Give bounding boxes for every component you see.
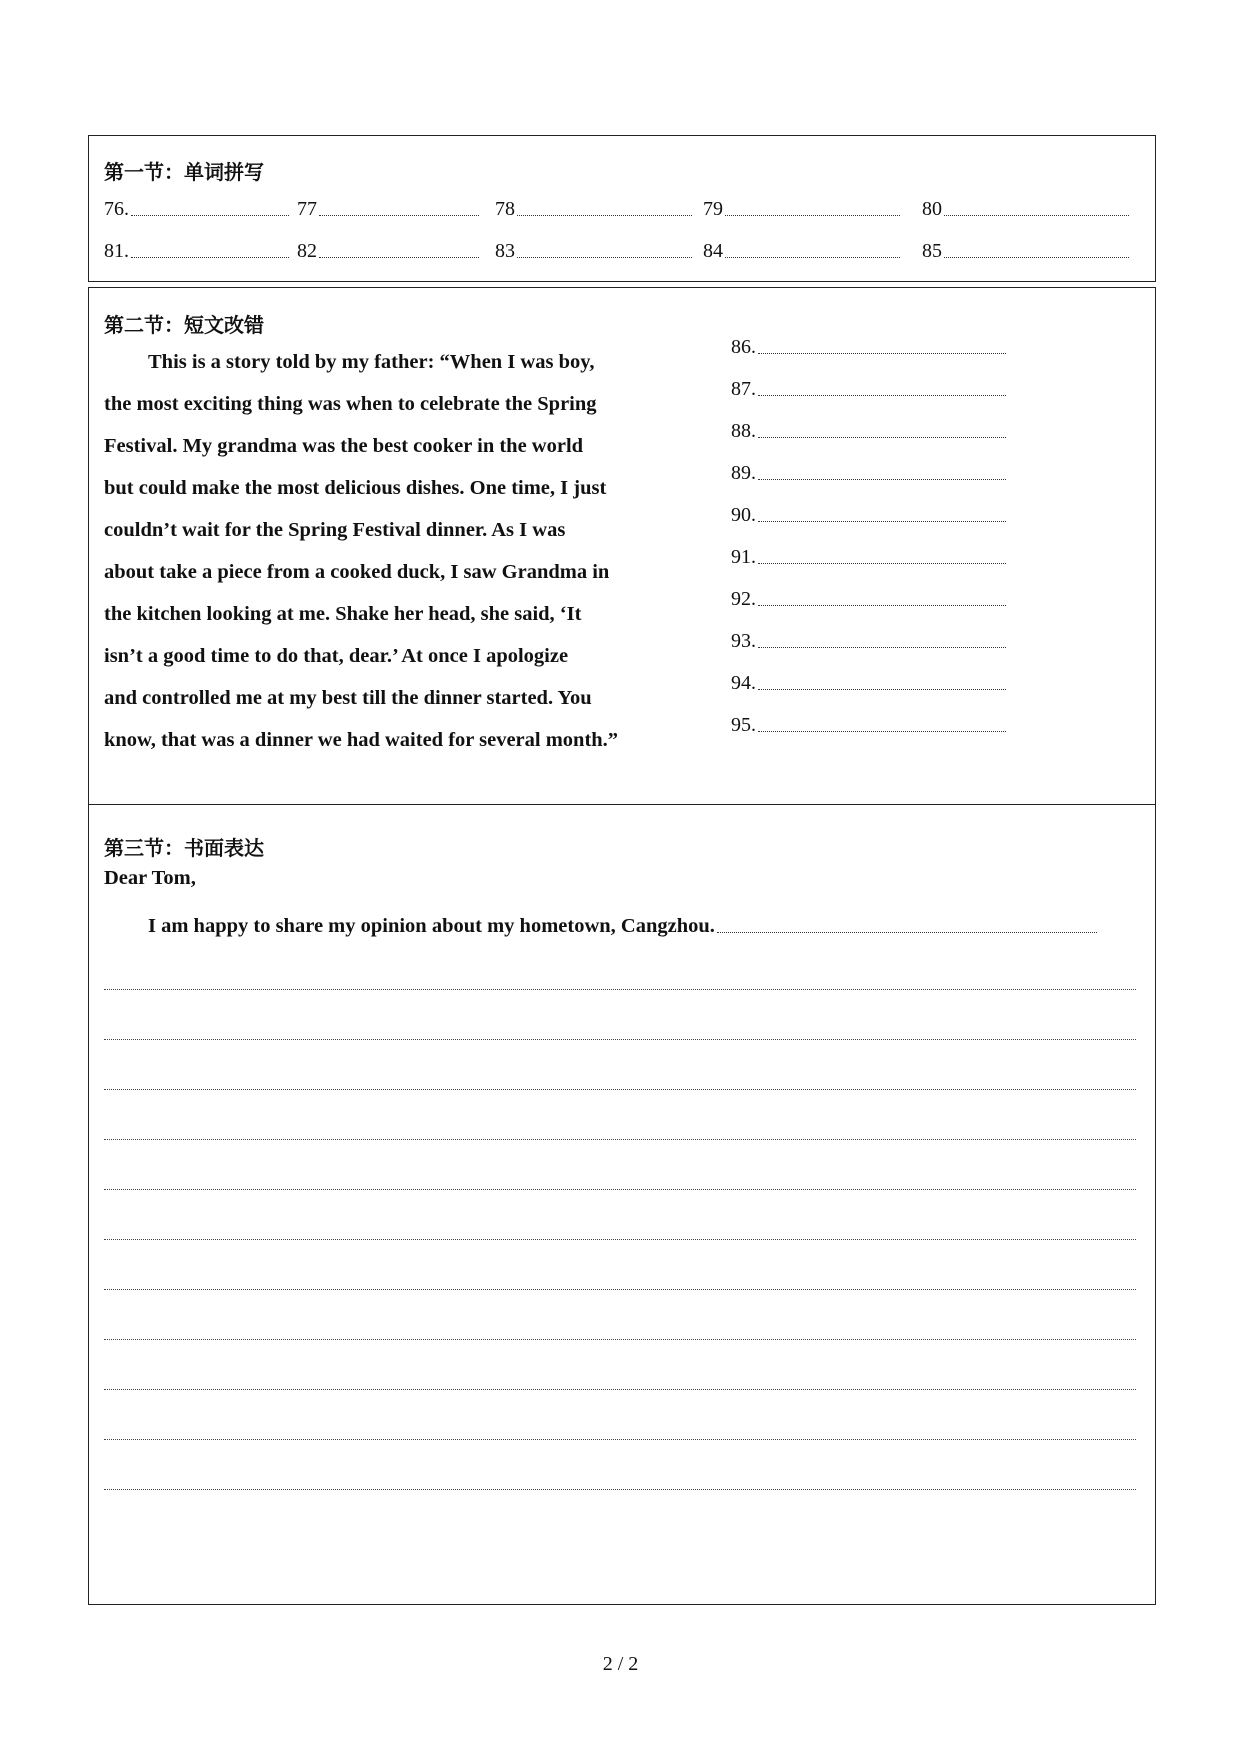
- blank-number: 80: [922, 198, 942, 220]
- blank-number: 93.: [731, 630, 756, 652]
- blank-number: 90.: [731, 504, 756, 526]
- answer-blank-78[interactable]: [495, 198, 692, 221]
- answer-blank-82[interactable]: [297, 240, 479, 263]
- writing-line[interactable]: [104, 1189, 1136, 1190]
- letter-opening: I am happy to share my opinion about my hometown, Cangzhou.: [148, 915, 715, 937]
- correction-blank-87[interactable]: [731, 378, 1006, 401]
- passage-line: about take a piece from a cooked duck, I saw Grandma in: [104, 561, 610, 583]
- answer-blank-84[interactable]: [703, 240, 900, 263]
- writing-line[interactable]: [104, 1439, 1136, 1440]
- passage-line: couldn’t wait for the Spring Festival dinner. As I was: [104, 519, 566, 541]
- writing-line[interactable]: [104, 989, 1136, 990]
- passage-line: This is a story told by my father: “When I was boy,: [148, 351, 595, 373]
- writing-first-line[interactable]: [148, 915, 1097, 938]
- section3-title: 第三节：书面表达: [104, 836, 264, 860]
- answer-blank-77[interactable]: [297, 198, 479, 221]
- blank-number: 83: [495, 240, 515, 262]
- blank-number: 89.: [731, 462, 756, 484]
- writing-line[interactable]: [104, 1339, 1136, 1340]
- answer-blank-85[interactable]: [922, 240, 1129, 263]
- correction-blank-95[interactable]: [731, 714, 1006, 737]
- correction-blank-91[interactable]: [731, 546, 1006, 569]
- section2-title: 第二节：短文改错: [104, 313, 264, 337]
- passage-line: Festival. My grandma was the best cooker in the world: [104, 435, 584, 457]
- passage-line: but could make the most delicious dishes. One time, I just: [104, 477, 607, 499]
- blank-number: 88.: [731, 420, 756, 442]
- writing-line[interactable]: [104, 1039, 1136, 1040]
- passage-line: and controlled me at my best till the dinner started. You: [104, 687, 592, 709]
- blank-number: 78: [495, 198, 515, 220]
- correction-blank-92[interactable]: [731, 588, 1006, 611]
- passage-line: the most exciting thing was when to celebrate the Spring: [104, 393, 597, 415]
- blank-number: 95.: [731, 714, 756, 736]
- writing-line[interactable]: [104, 1289, 1136, 1290]
- answer-blank-76[interactable]: [104, 198, 289, 221]
- blank-number: 92.: [731, 588, 756, 610]
- blank-number: 91.: [731, 546, 756, 568]
- blank-number: 76.: [104, 198, 129, 220]
- writing-line[interactable]: [104, 1239, 1136, 1240]
- answer-blank-83[interactable]: [495, 240, 692, 263]
- section1-title: 第一节：单词拼写: [104, 160, 264, 184]
- answer-blank-80[interactable]: [922, 198, 1129, 221]
- passage-line: isn’t a good time to do that, dear.’ At once I apologize: [104, 645, 569, 667]
- passage-line: the kitchen looking at me. Shake her head, she said, ‘It: [104, 603, 582, 625]
- letter-greeting: Dear Tom,: [104, 867, 196, 889]
- correction-blank-90[interactable]: [731, 504, 1006, 527]
- writing-line[interactable]: [104, 1139, 1136, 1140]
- blank-number: 79: [703, 198, 723, 220]
- correction-blank-86[interactable]: [731, 336, 1006, 359]
- blank-number: 87.: [731, 378, 756, 400]
- blank-number: 86.: [731, 336, 756, 358]
- correction-blank-93[interactable]: [731, 630, 1006, 653]
- blank-number: 82: [297, 240, 317, 262]
- blank-number: 81.: [104, 240, 129, 262]
- section-divider: [88, 804, 1156, 805]
- answer-blank-79[interactable]: [703, 198, 900, 221]
- writing-line[interactable]: [104, 1389, 1136, 1390]
- blank-number: 84: [703, 240, 723, 262]
- blank-number: 85: [922, 240, 942, 262]
- answer-blank-81[interactable]: [104, 240, 289, 263]
- page-number: 2 / 2: [602, 1653, 639, 1675]
- blank-number: 77: [297, 198, 317, 220]
- writing-line[interactable]: [104, 1489, 1136, 1490]
- correction-blank-89[interactable]: [731, 462, 1006, 485]
- writing-line[interactable]: [104, 1089, 1136, 1090]
- correction-blank-88[interactable]: [731, 420, 1006, 443]
- correction-blank-94[interactable]: [731, 672, 1006, 695]
- blank-number: 94.: [731, 672, 756, 694]
- passage-line: know, that was a dinner we had waited for several month.”: [104, 729, 619, 751]
